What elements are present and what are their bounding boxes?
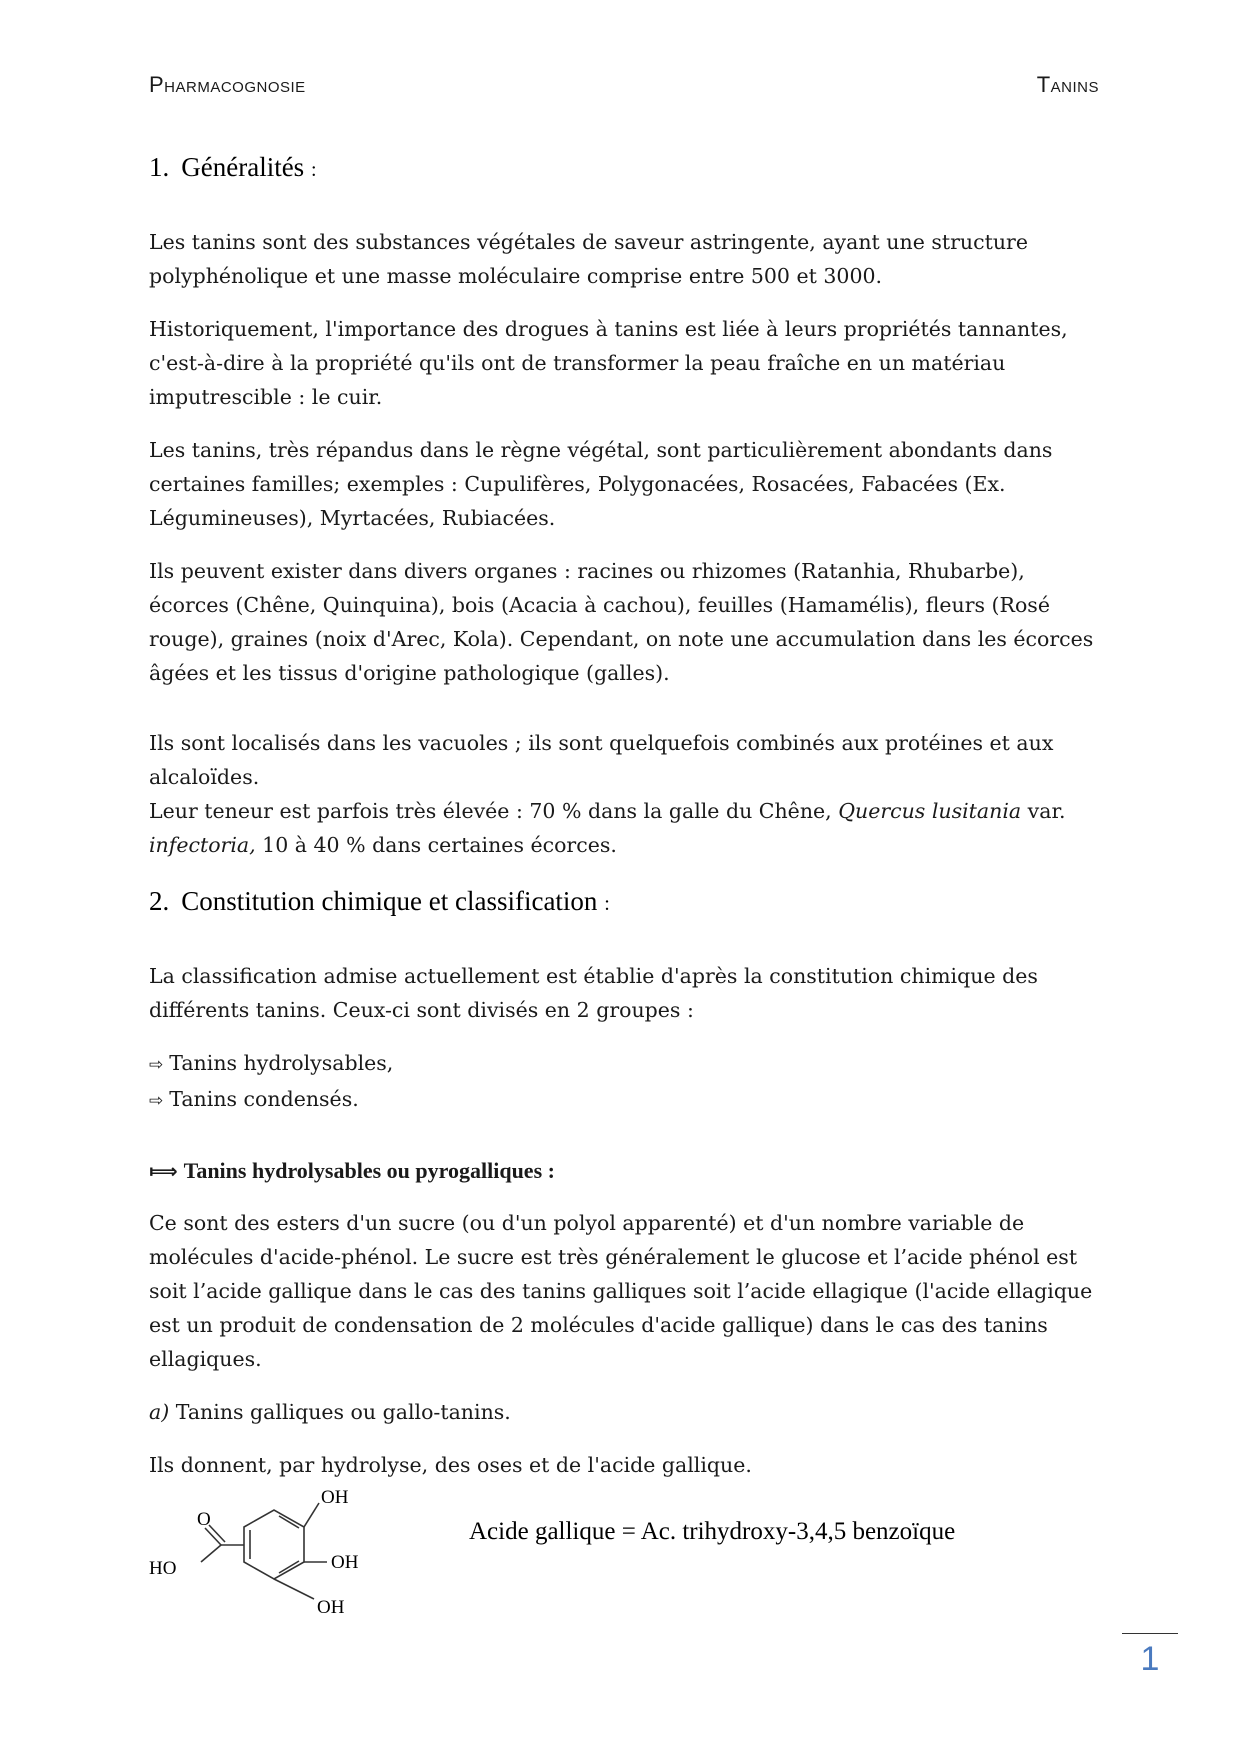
section-colon: : (604, 893, 610, 915)
subheading-label: Tanins hydrolysables ou pyrogalliques : (183, 1158, 555, 1183)
section-title: Généralités (181, 152, 305, 182)
running-header (149, 72, 1099, 102)
item-label: a) (149, 1400, 170, 1424)
header-topic: Tanins (1036, 72, 1099, 97)
paragraph: Historiquement, l'importance des drogues à tanins est liée à leurs propriétés tannantes, c'est-à-dire à la propriété qu'ils ont de transformer la peau fraîche en un matériau imputrescible : le cuir. (149, 317, 1068, 409)
long-arrow-icon: ⟾ (149, 1159, 178, 1183)
paragraph: La classification admise actuellement est établie d'après la constitution chimique des différents tanins. Ceux-ci sont divisés en 2 groupes : (149, 964, 1038, 1022)
item-a (149, 1395, 1094, 1429)
right-arrow-icon: ⇨ (149, 1091, 164, 1111)
paragraph: Ce sont des esters d'un sucre (ou d'un polyol apparenté) et d'un nombre variable de molécules d'acide-phénol. Le sucre est très généralement le glucose et l’acide phénol est soit l’acide gallique dans le cas des tanins galliques soit l’acide ellagique (l'acide ellagique est un produit de condensation de 2 molécules d'acide gallique) dans le cas des tanins ellagiques. (149, 1211, 1093, 1371)
paragraph-content-levels (149, 794, 1094, 862)
section-number: 2. (149, 886, 170, 916)
section-title: Constitution chimique et classification (181, 886, 598, 916)
document-body (149, 150, 1094, 1501)
list-item (149, 1046, 1094, 1082)
text-run: 10 à 40 % dans certaines écorces. (255, 833, 617, 857)
benzene-ring (244, 1510, 304, 1579)
species-name: Quercus lusitania (838, 799, 1022, 823)
section-1-heading (149, 150, 1094, 187)
item-text: Tanins galliques ou gallo-tanins. (169, 1400, 511, 1424)
paragraph: Ils peuvent exister dans divers organes : racines ou rhizomes (Ratanhia, Rhubarbe), écorces (Chêne, Quinquina), bois (Acacia à cachou), feuilles (Hamamélis), fleurs (Rosé rouge), graines (noix d'Arec, Kola). Cependant, on note une accumulation dans les écorces âgées et les tissus d'origine pathologique (galles). (149, 559, 1094, 685)
footer-rule (1122, 1633, 1178, 1634)
gallic-acid-figure (149, 1470, 1094, 1630)
hydroxyl-label: OH (317, 1597, 345, 1618)
group-list (149, 1046, 1094, 1118)
list-item (149, 1082, 1094, 1118)
gallic-acid-structure (149, 1470, 409, 1630)
hydroxyl-label: OH (331, 1552, 359, 1573)
list-item-label: Tanins condensés. (169, 1087, 359, 1111)
paragraph: Ils donnent, par hydrolyse, des oses et de l'acide gallique. (149, 1453, 752, 1477)
list-item-label: Tanins hydrolysables, (169, 1051, 394, 1075)
right-arrow-icon: ⇨ (149, 1055, 164, 1075)
hydroxyl-label: OH (321, 1487, 349, 1508)
section-number: 1. (149, 152, 170, 182)
gallic-acid-caption: Acide gallique = Ac. trihydroxy-3,4,5 benzoïque (469, 1518, 956, 1545)
paragraph: Les tanins, très répandus dans le règne végétal, sont particulièrement abondants dans certaines familles; exemples : Cupulifères, Polygonacées, Rosacées, Fabacées (Ex. Légumineuses), Myrtacées, Rubiacées. (149, 438, 1053, 530)
variety-name: infectoria, (149, 833, 256, 857)
subheading-hydrolysable (149, 1154, 1094, 1188)
page-number: 1 (1140, 1640, 1160, 1678)
text-run: var. (1021, 799, 1066, 823)
text-run: Leur teneur est parfois très élevée : 70 % dans la galle du Chêne, (149, 799, 839, 823)
section-colon: : (310, 159, 317, 181)
header-subject: Pharmacognosie (149, 72, 306, 97)
paragraph: Les tanins sont des substances végétales de saveur astringente, ayant une structure polyphénolique et une masse moléculaire comprise entre 500 et 3000. (149, 230, 1028, 288)
section-2-heading (149, 884, 1094, 921)
hydroxyl-label: HO (149, 1558, 177, 1579)
paragraph: Ils sont localisés dans les vacuoles ; ils sont quelquefois combinés aux protéines et aux alcaloïdes. (149, 731, 1054, 789)
oxygen-label: O (197, 1509, 211, 1530)
